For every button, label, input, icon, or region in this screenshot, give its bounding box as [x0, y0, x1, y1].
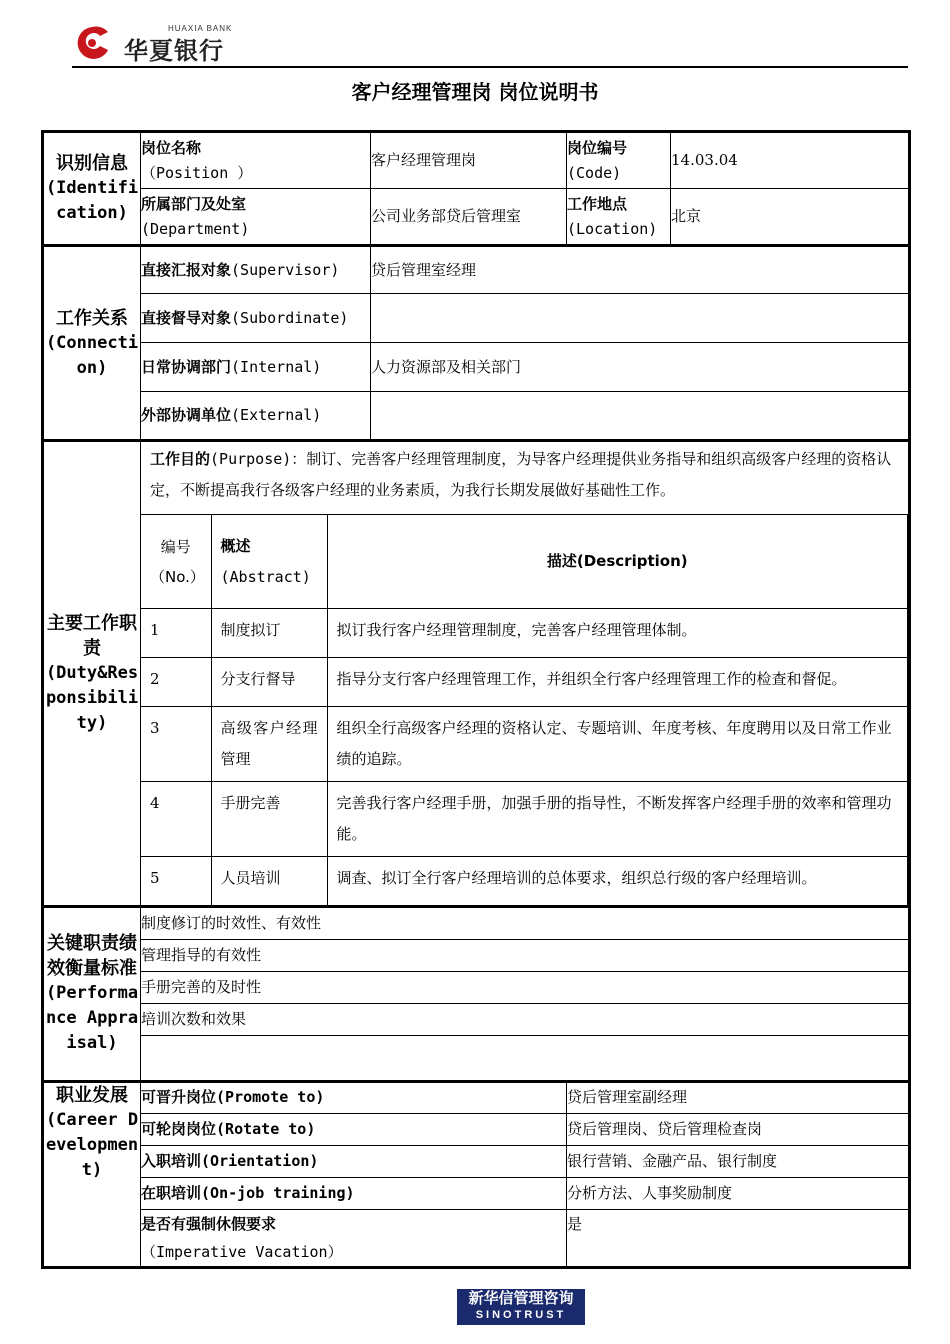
onjob-training-label	[141, 1177, 567, 1209]
label-cn: 在职培训	[141, 1183, 202, 1202]
promote-value: 贷后管理室副经理	[567, 1081, 910, 1113]
label-en: (Location)	[567, 219, 658, 238]
label-en: (On-job training)	[201, 1183, 355, 1202]
onjob-training-value: 分析方法、人事奖励制度	[567, 1177, 910, 1209]
label-en: (Subordinate)	[231, 308, 349, 327]
sinotrust-logo-en: SINOTRUST	[475, 1309, 567, 1321]
internal-value: 人力资源部及相关部门	[371, 343, 910, 392]
col-no-header: 编号（No.）	[141, 515, 211, 609]
duty-no: 1	[141, 609, 211, 658]
label-en: (Internal)	[231, 357, 322, 376]
section-title-cn: 识别信息	[56, 153, 128, 174]
connection-row	[43, 343, 910, 392]
purpose-label: 工作目的	[150, 450, 211, 468]
duty-abstract: 制度拟订	[211, 609, 327, 658]
duty-item-row	[141, 658, 908, 707]
section-title-en: (Career Development)	[45, 1109, 139, 1180]
performance-section-label	[43, 906, 141, 1081]
duty-abstract: 手册完善	[211, 782, 327, 857]
col-abstract-en: (Abstract)	[220, 567, 311, 586]
label-en: (External)	[231, 406, 322, 424]
label-cn: 外部协调单位	[141, 406, 232, 424]
label-cn: 直接汇报对象	[141, 260, 232, 279]
section-title-cn: 关键职责绩效衡量标准	[47, 933, 137, 979]
duty-desc: 组织全行高级客户经理的资格认定、专题培训、年度考核、年度聘用以及日常工作业绩的追踪。	[327, 707, 908, 782]
section-title-en: (Connection)	[45, 332, 139, 378]
performance-item	[141, 1035, 910, 1081]
performance-row	[43, 906, 910, 939]
duty-desc: 完善我行客户经理手册，加强手册的指导性，不断发挥客户经理手册的效率和管理功能。	[327, 782, 908, 857]
label-en: (Rotate to)	[216, 1119, 316, 1138]
promote-label	[141, 1081, 567, 1113]
job-description-table	[41, 130, 911, 1269]
performance-item: 管理指导的有效性	[141, 939, 910, 971]
label-cn: 所属部门及处室	[141, 194, 247, 213]
vacation-value: 是	[567, 1209, 910, 1267]
col-abstract-cn: 概述	[220, 536, 251, 555]
department-value: 公司业务部贷后管理室	[371, 189, 567, 246]
orientation-value: 银行营销、金融产品、银行制度	[567, 1145, 910, 1177]
career-row	[43, 1145, 910, 1177]
col-desc-header: 描述(Description)	[327, 515, 908, 609]
duty-header-row	[141, 515, 908, 609]
section-title-en: (Performance Appraisal)	[45, 983, 139, 1053]
purpose-text: 制订、完善客户经理管理制度，为导客户经理提供业务指导和组织高级客户经理的资格认定，不断提高我行各级客户经理的业务素质，为我行长期发展做好基础性工作。	[150, 450, 892, 499]
duty-no: 2	[141, 658, 211, 707]
purpose-label-en: (Purpose)：	[210, 450, 307, 468]
label-en: (Orientation)	[201, 1151, 319, 1170]
performance-row	[43, 1003, 910, 1035]
career-section-label	[43, 1081, 141, 1267]
section-title-cn: 主要工作职责	[47, 612, 137, 659]
work-purpose	[141, 442, 908, 514]
page-header	[0, 0, 950, 80]
rotate-value: 贷后管理岗、贷后管理检查岗	[567, 1113, 910, 1145]
duty-abstract: 高级客户经理管理	[211, 707, 327, 782]
document-title: 客户经理管理岗 岗位说明书	[351, 80, 599, 104]
connection-row	[43, 246, 910, 294]
code-label	[567, 132, 671, 189]
duty-row	[43, 441, 910, 907]
section-title-cn: 职业发展	[56, 1084, 128, 1106]
label-cn: 岗位名称	[141, 138, 202, 157]
connection-row	[43, 392, 910, 441]
performance-item: 培训次数和效果	[141, 1003, 910, 1035]
duty-desc: 调查、拟订全行客户经理培训的总体要求，组织总行级的客户经理培训。	[327, 857, 908, 905]
connection-row	[43, 294, 910, 343]
duty-item-row	[141, 609, 908, 658]
department-label	[141, 189, 371, 246]
rotate-label	[141, 1113, 567, 1145]
label-cn: 入职培训	[141, 1151, 202, 1170]
location-label	[567, 189, 671, 246]
duty-section-label	[43, 441, 141, 907]
huaxia-bank-logo-icon	[72, 24, 112, 62]
sinotrust-logo-cn: 新华信管理咨询	[468, 1289, 574, 1307]
label-cn: 可晋升岗位	[141, 1088, 217, 1106]
vacation-label	[141, 1209, 567, 1267]
label-cn: 工作地点	[567, 194, 628, 213]
duty-no: 5	[141, 857, 211, 905]
section-title-en: (Duty&Responsibility)	[45, 662, 139, 733]
external-value	[371, 392, 910, 441]
duty-content	[141, 441, 910, 907]
supervisor-label	[141, 246, 371, 294]
section-title-cn: 工作关系	[56, 307, 128, 329]
label-en: (Department)	[141, 219, 250, 238]
career-row	[43, 1209, 910, 1267]
duty-no: 4	[141, 782, 211, 857]
performance-row	[43, 1035, 910, 1081]
label-en: (Promote to)	[216, 1088, 325, 1106]
bank-name-cn: 华夏银行	[124, 37, 224, 65]
label-en: (Code)	[567, 163, 622, 182]
performance-item: 手册完善的及时性	[141, 971, 910, 1003]
section-title-en: (Identification)	[45, 178, 139, 223]
label-cn: 日常协调部门	[141, 357, 232, 376]
col-abstract-header	[211, 515, 327, 609]
duty-desc: 拟订我行客户经理管理制度，完善客户经理管理体制。	[327, 609, 908, 658]
bank-name-en: HUAXIA BANK	[168, 24, 233, 33]
duty-item-row	[141, 782, 908, 857]
external-label	[141, 392, 371, 441]
header-divider	[72, 66, 908, 68]
performance-item: 制度修订的时效性、有效性	[141, 906, 910, 939]
duty-desc: 指导分支行客户经理管理工作，并组织全行客户经理管理工作的检查和督促。	[327, 658, 908, 707]
duty-item-row	[141, 857, 908, 905]
label-cn: 是否有强制休假要求	[141, 1214, 277, 1233]
duty-item-row	[141, 707, 908, 782]
location-value: 北京	[671, 189, 910, 246]
label-en: （Position ）	[141, 163, 253, 182]
identification-row-1	[43, 132, 910, 189]
duty-items-table	[141, 514, 908, 905]
duty-abstract: 分支行督导	[211, 658, 327, 707]
internal-label	[141, 343, 371, 392]
career-row	[43, 1177, 910, 1209]
subordinate-label	[141, 294, 371, 343]
label-cn: 岗位编号	[567, 138, 628, 157]
label-en: （Imperative Vacation）	[141, 1242, 343, 1261]
career-row	[43, 1081, 910, 1113]
label-en: (Supervisor)	[231, 260, 340, 279]
career-row	[43, 1113, 910, 1145]
performance-row	[43, 939, 910, 971]
sinotrust-logo	[457, 1289, 585, 1325]
label-cn: 直接督导对象	[141, 308, 232, 327]
identification-section-label	[43, 132, 141, 246]
code-value: 14.03.04	[671, 132, 910, 189]
position-value: 客户经理管理岗	[371, 132, 567, 189]
connection-section-label	[43, 246, 141, 441]
position-label	[141, 132, 371, 189]
subordinate-value	[371, 294, 910, 343]
supervisor-value: 贷后管理室经理	[371, 246, 910, 294]
label-cn: 可轮岗岗位	[141, 1119, 217, 1138]
performance-row	[43, 971, 910, 1003]
identification-row-2	[43, 189, 910, 246]
orientation-label	[141, 1145, 567, 1177]
duty-abstract: 人员培训	[211, 857, 327, 905]
duty-no: 3	[141, 707, 211, 782]
